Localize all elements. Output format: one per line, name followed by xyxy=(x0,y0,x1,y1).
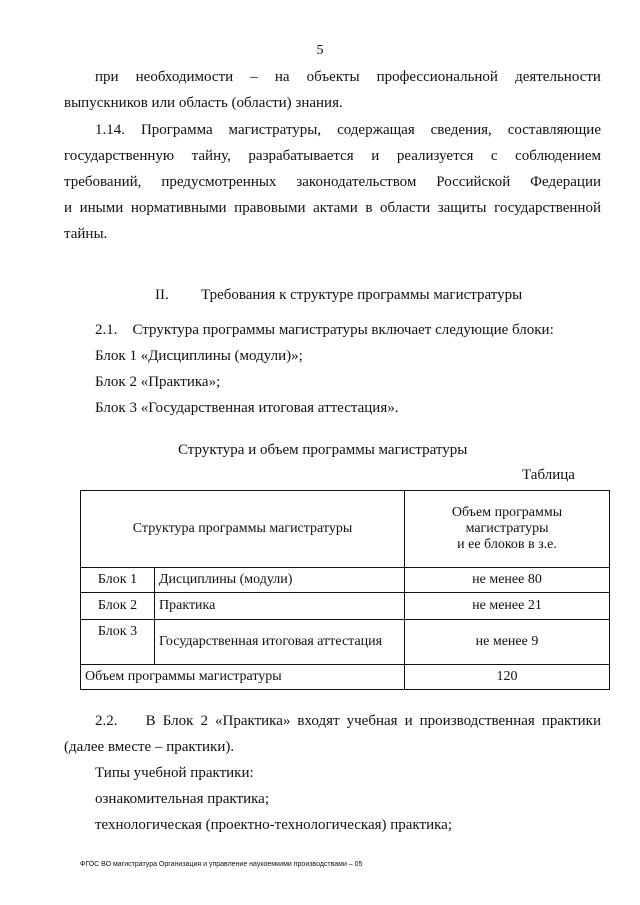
block-name-cell: Практика xyxy=(155,593,405,620)
section-number: II. xyxy=(155,287,169,303)
table-label: Таблица xyxy=(522,467,575,483)
para1-line2: выпускников или область (области) знания. xyxy=(64,95,343,111)
page-number: 5 xyxy=(316,43,324,58)
total-value-cell: 120 xyxy=(405,665,610,690)
table-row xyxy=(81,620,610,665)
para2-line1: 1.14. Программа магистратуры, содержащая сведения, составляющие xyxy=(95,122,601,138)
header-volume-line: и ее блоков в з.е. xyxy=(457,537,557,552)
block-name-cell: Государственная итоговая аттестация xyxy=(155,620,405,665)
para4-line1: 2.2. В Блок 2 «Практика» входят учебная и производственная практики xyxy=(95,713,601,729)
block-cell: Блок 2 xyxy=(81,593,155,620)
word: профессиональной xyxy=(376,69,498,85)
para4-line5: технологическая (проектно-технологическая) практика; xyxy=(95,817,452,833)
header-structure-cell: Структура программы магистратуры xyxy=(81,491,405,568)
header-volume-cell xyxy=(405,491,610,568)
volume-cell: не менее 9 xyxy=(405,620,610,665)
header-volume-line: магистратуры xyxy=(465,521,549,536)
program-structure-table xyxy=(80,490,610,690)
para2-line3: требований, предусмотренных законодательством Российской Федерации xyxy=(64,174,601,190)
table-row xyxy=(81,568,610,593)
word: – xyxy=(250,69,258,85)
word: деятельности xyxy=(515,69,601,85)
block2-item: Блок 2 «Практика»; xyxy=(95,374,221,390)
para2-line5: тайны. xyxy=(64,226,108,242)
para2-line4: и иными нормативными правовыми актами в области защиты государственной xyxy=(64,200,601,216)
block-cell: Блок 1 xyxy=(81,568,155,593)
header-volume-line: Объем программы xyxy=(451,505,563,520)
block1-item: Блок 1 «Дисциплины (модули)»; xyxy=(95,348,303,364)
para4-line4: ознакомительная практика; xyxy=(95,791,269,807)
word: необходимости xyxy=(135,69,234,85)
volume-cell: не менее 21 xyxy=(405,593,610,620)
total-label-cell: Объем программы магистратуры xyxy=(81,665,405,690)
table-header-row xyxy=(81,491,610,568)
volume-cell: не менее 80 xyxy=(405,568,610,593)
table-row xyxy=(81,593,610,620)
para1-line1 xyxy=(95,68,601,86)
para3-line1: 2.1. Структура программы магистратуры включает следующие блоки: xyxy=(95,322,554,338)
table-title: Структура и объем программы магистратуры xyxy=(178,442,468,458)
table-total-row xyxy=(81,665,610,690)
word: на xyxy=(274,69,290,85)
word: при xyxy=(95,69,119,85)
para4-line3: Типы учебной практики: xyxy=(95,765,254,781)
page-footer: ФГОС ВО магистратура Организация и управление наукоемкими производствами – 05 xyxy=(80,861,363,868)
para4-line2: (далее вместе – практики). xyxy=(64,739,235,755)
section-title: Требования к структуре программы магистратуры xyxy=(201,287,523,303)
block-cell: Блок 3 xyxy=(81,620,155,665)
block-name-cell: Дисциплины (модули) xyxy=(155,568,405,593)
block3-item: Блок 3 «Государственная итоговая аттестация». xyxy=(95,400,399,416)
word: объекты xyxy=(306,69,360,85)
para2-line2: государственную тайну, разрабатывается и реализуется с соблюдением xyxy=(64,148,601,164)
